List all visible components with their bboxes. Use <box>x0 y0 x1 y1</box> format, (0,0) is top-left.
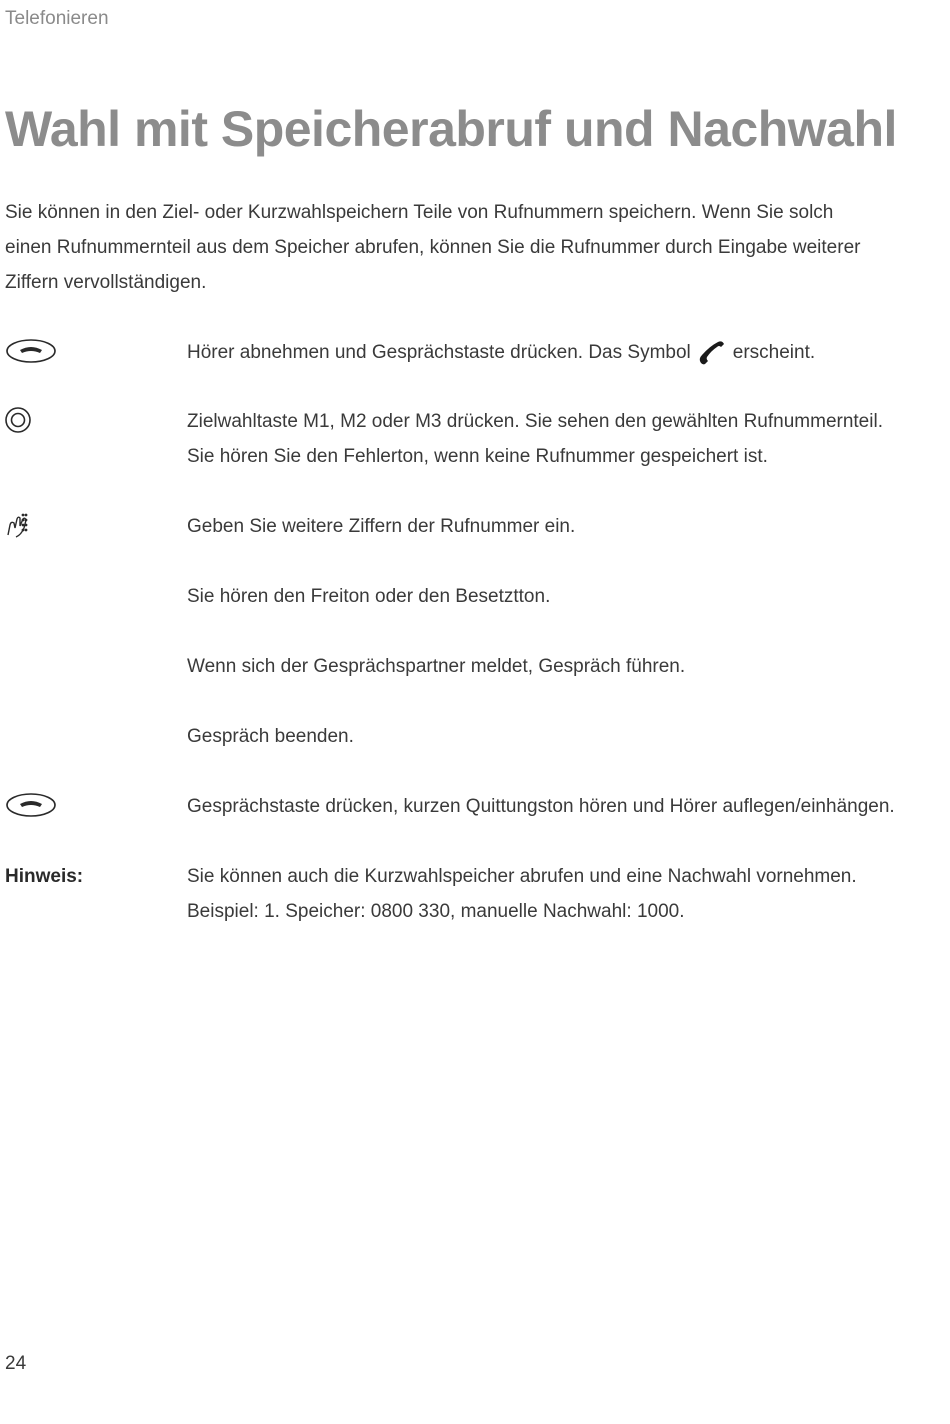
step-end-call-text: Gespräch beenden. <box>187 726 354 747</box>
step-hang-up-text: Gesprächstaste drücken, kurzen Quittungston hören und Hörer auflegen/einhängen. <box>187 796 895 817</box>
page-number: 24 <box>5 1353 27 1374</box>
note-line-1: Sie können auch die Kurzwahlspeicher abrufen und eine Nachwahl vornehmen. <box>187 866 857 887</box>
step-conversation-text: Wenn sich der Gesprächspartner meldet, Gespräch führen. <box>187 656 686 677</box>
note-label: Hinweis: <box>5 866 84 887</box>
target-key-icon <box>5 404 57 434</box>
handset-key-icon <box>5 335 57 365</box>
note-text <box>187 859 927 929</box>
page-title: Wahl mit Speicherabruf und Nachwahl <box>5 101 897 157</box>
step-ringing-tone-text: Sie hören den Freiton oder den Besetztton. <box>187 586 551 607</box>
handset-key-icon <box>5 789 57 819</box>
step-pickup-text-before: Hörer abnehmen und Gesprächstaste drücken. Das Symbol <box>187 342 691 363</box>
step-target-key-line-2: Sie hören Sie den Fehlerton, wenn keine Rufnummer gespeichert ist. <box>187 446 768 467</box>
note-line-2: Beispiel: 1. Speicher: 0800 330, manuelle Nachwahl: 1000. <box>187 901 685 922</box>
section-label: Telefonieren <box>5 8 109 29</box>
step-target-key-text <box>187 404 927 474</box>
step-enter-digits-text: Geben Sie weitere Ziffern der Rufnummer ein. <box>187 516 576 537</box>
step-pickup-text <box>187 335 927 370</box>
intro-paragraph: Sie können in den Ziel- oder Kurzwahlspeichern Teile von Rufnummern speichern. Wenn Sie solch einen Rufnummernteil aus dem Speicher abrufen, können Sie die Rufnummer durch Eingabe weiterer Ziffern vervollständigen. <box>5 202 861 293</box>
step-target-key-line-1: Zielwahltaste M1, M2 oder M3 drücken. Sie sehen den gewählten Rufnummernteil. <box>187 411 883 432</box>
step-pickup-text-after: erscheint. <box>732 342 816 363</box>
keypad-hand-icon <box>5 509 57 539</box>
phone-handset-icon <box>697 339 727 367</box>
